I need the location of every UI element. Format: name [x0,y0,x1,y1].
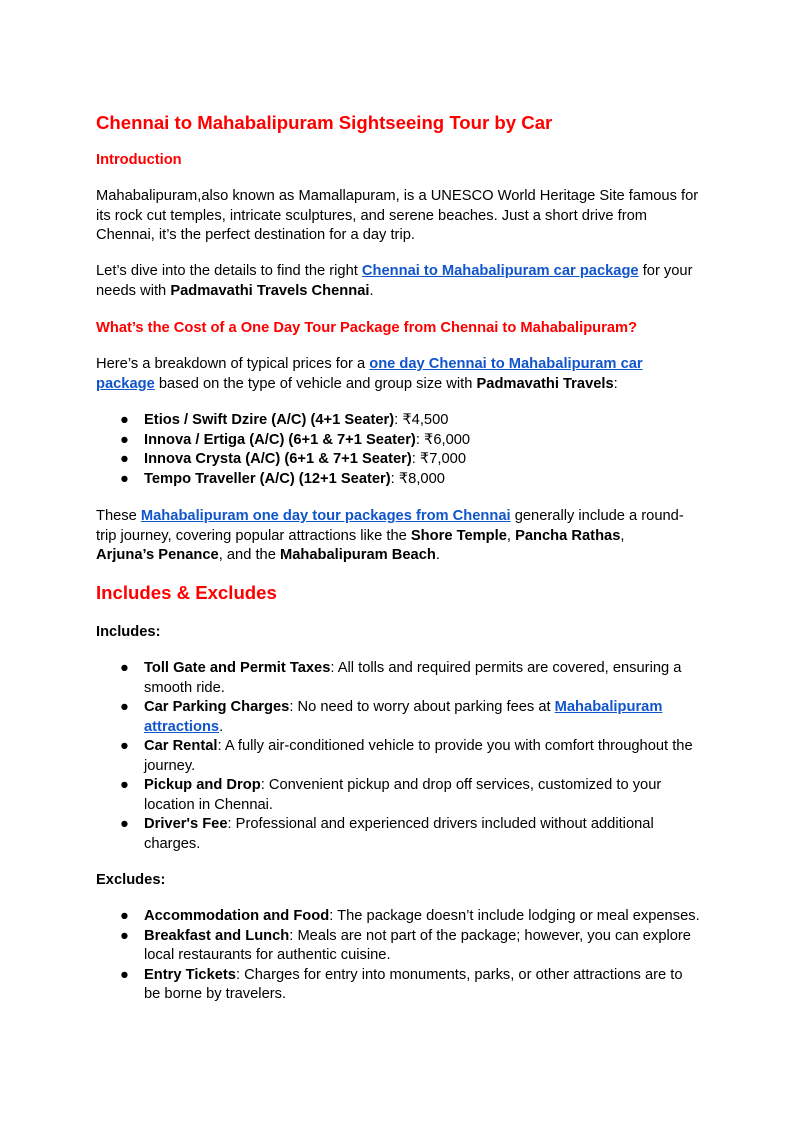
bullet-icon: ● [120,699,129,715]
company-name: Padmavathi Travels Chennai [170,282,370,299]
intro-heading: Introduction [96,152,182,168]
intro-paragraph: Mahabalipuram,also known as Mamallapuram, is a UNESCO World Heritage Site famous for its rock cut temples, intricate sculptures, and serene beaches. Just a short drive from Chennai, it’s the perfect destination for a day trip. [96,188,699,243]
includes-label: Includes: [96,624,161,640]
include-item: ● Driver's Fee: Professional and experienced drivers included without additional charges. [120,816,654,852]
price-item: ● Tempo Traveller (A/C) (12+1 Seater): ₹8,000 [96,470,700,490]
tour-packages-link[interactable]: Mahabalipuram one day tour packages from Chennai [140,508,511,524]
bullet-icon: ● [120,908,129,924]
bullet-icon: ● [120,660,129,676]
attractions-link[interactable]: Mahabalipuram attractions [144,699,663,735]
price-list [96,411,700,489]
includes-list [96,659,700,854]
bullet-icon: ● [120,470,129,487]
excludes-label: Excludes: [96,872,166,888]
bullet-icon: ● [120,966,129,983]
packages-paragraph: These Mahabalipuram one day tour packages from Chennai generally include a round-trip journey, covering popular attractions like the Shore Temple, Pancha Rathas, Arjuna’s Penance, and the Mahabalipuram Beach. [96,508,684,563]
company-name-short: Padmavathi Travels [476,375,614,392]
include-item: ● Pickup and Drop: Convenient pickup and drop off services, customized to your location in Chennai. [120,777,662,813]
exclude-item: ● Entry Tickets: Charges for entry into monuments, parks, or other attractions are to be borne by travelers. [120,966,683,1002]
bullet-icon: ● [120,412,129,428]
price-item: ● Etios / Swift Dzire (A/C) (4+1 Seater): ₹4,500 [96,411,700,431]
bullet-icon: ● [120,431,129,448]
price-item: ● Innova / Ertiga (A/C) (6+1 & 7+1 Seater): ₹6,000 [96,431,700,451]
include-item: ● Toll Gate and Permit Taxes: All tolls and required permits are covered, ensuring a smooth ride. [120,660,682,696]
one-day-package-link[interactable]: one day Chennai to Mahabalipuram car package [96,356,643,392]
includes-excludes-heading: Includes & Excludes [96,582,277,603]
include-item: ● Car Parking Charges: No need to worry about parking fees at Mahabalipuram attractions. [120,699,663,735]
page-title: Chennai to Mahabalipuram Sightseeing Tour by Car [96,112,553,133]
exclude-item: ● Breakfast and Lunch: Meals are not part of the package; however, you can explore local restaurants for authentic cuisine. [120,927,691,963]
bullet-icon: ● [120,816,129,832]
exclude-item: ● Accommodation and Food: The package doesn’t include lodging or meal expenses. [96,907,700,927]
bullet-icon: ● [120,738,129,754]
intro-paragraph-2: Let’s dive into the details to find the right Chennai to Mahabalipuram car package for your needs with Padmavathi Travels Chennai. [96,263,693,299]
bullet-icon: ● [120,927,129,944]
car-package-link[interactable]: Chennai to Mahabalipuram car package [361,263,639,279]
excludes-list [96,907,700,1005]
include-item: ● Car Rental: A fully air-conditioned vehicle to provide you with comfort throughout the journey. [120,738,693,774]
cost-heading: What’s the Cost of a One Day Tour Package from Chennai to Mahabalipuram? [96,320,638,336]
bullet-icon: ● [120,451,129,467]
bullet-icon: ● [120,777,129,793]
cost-paragraph: Here’s a breakdown of typical prices for a one day Chennai to Mahabalipuram car package based on the type of vehicle and group size with Padmavathi Travels: [96,356,643,392]
price-item: ● Innova Crysta (A/C) (6+1 & 7+1 Seater): ₹7,000 [96,450,700,470]
